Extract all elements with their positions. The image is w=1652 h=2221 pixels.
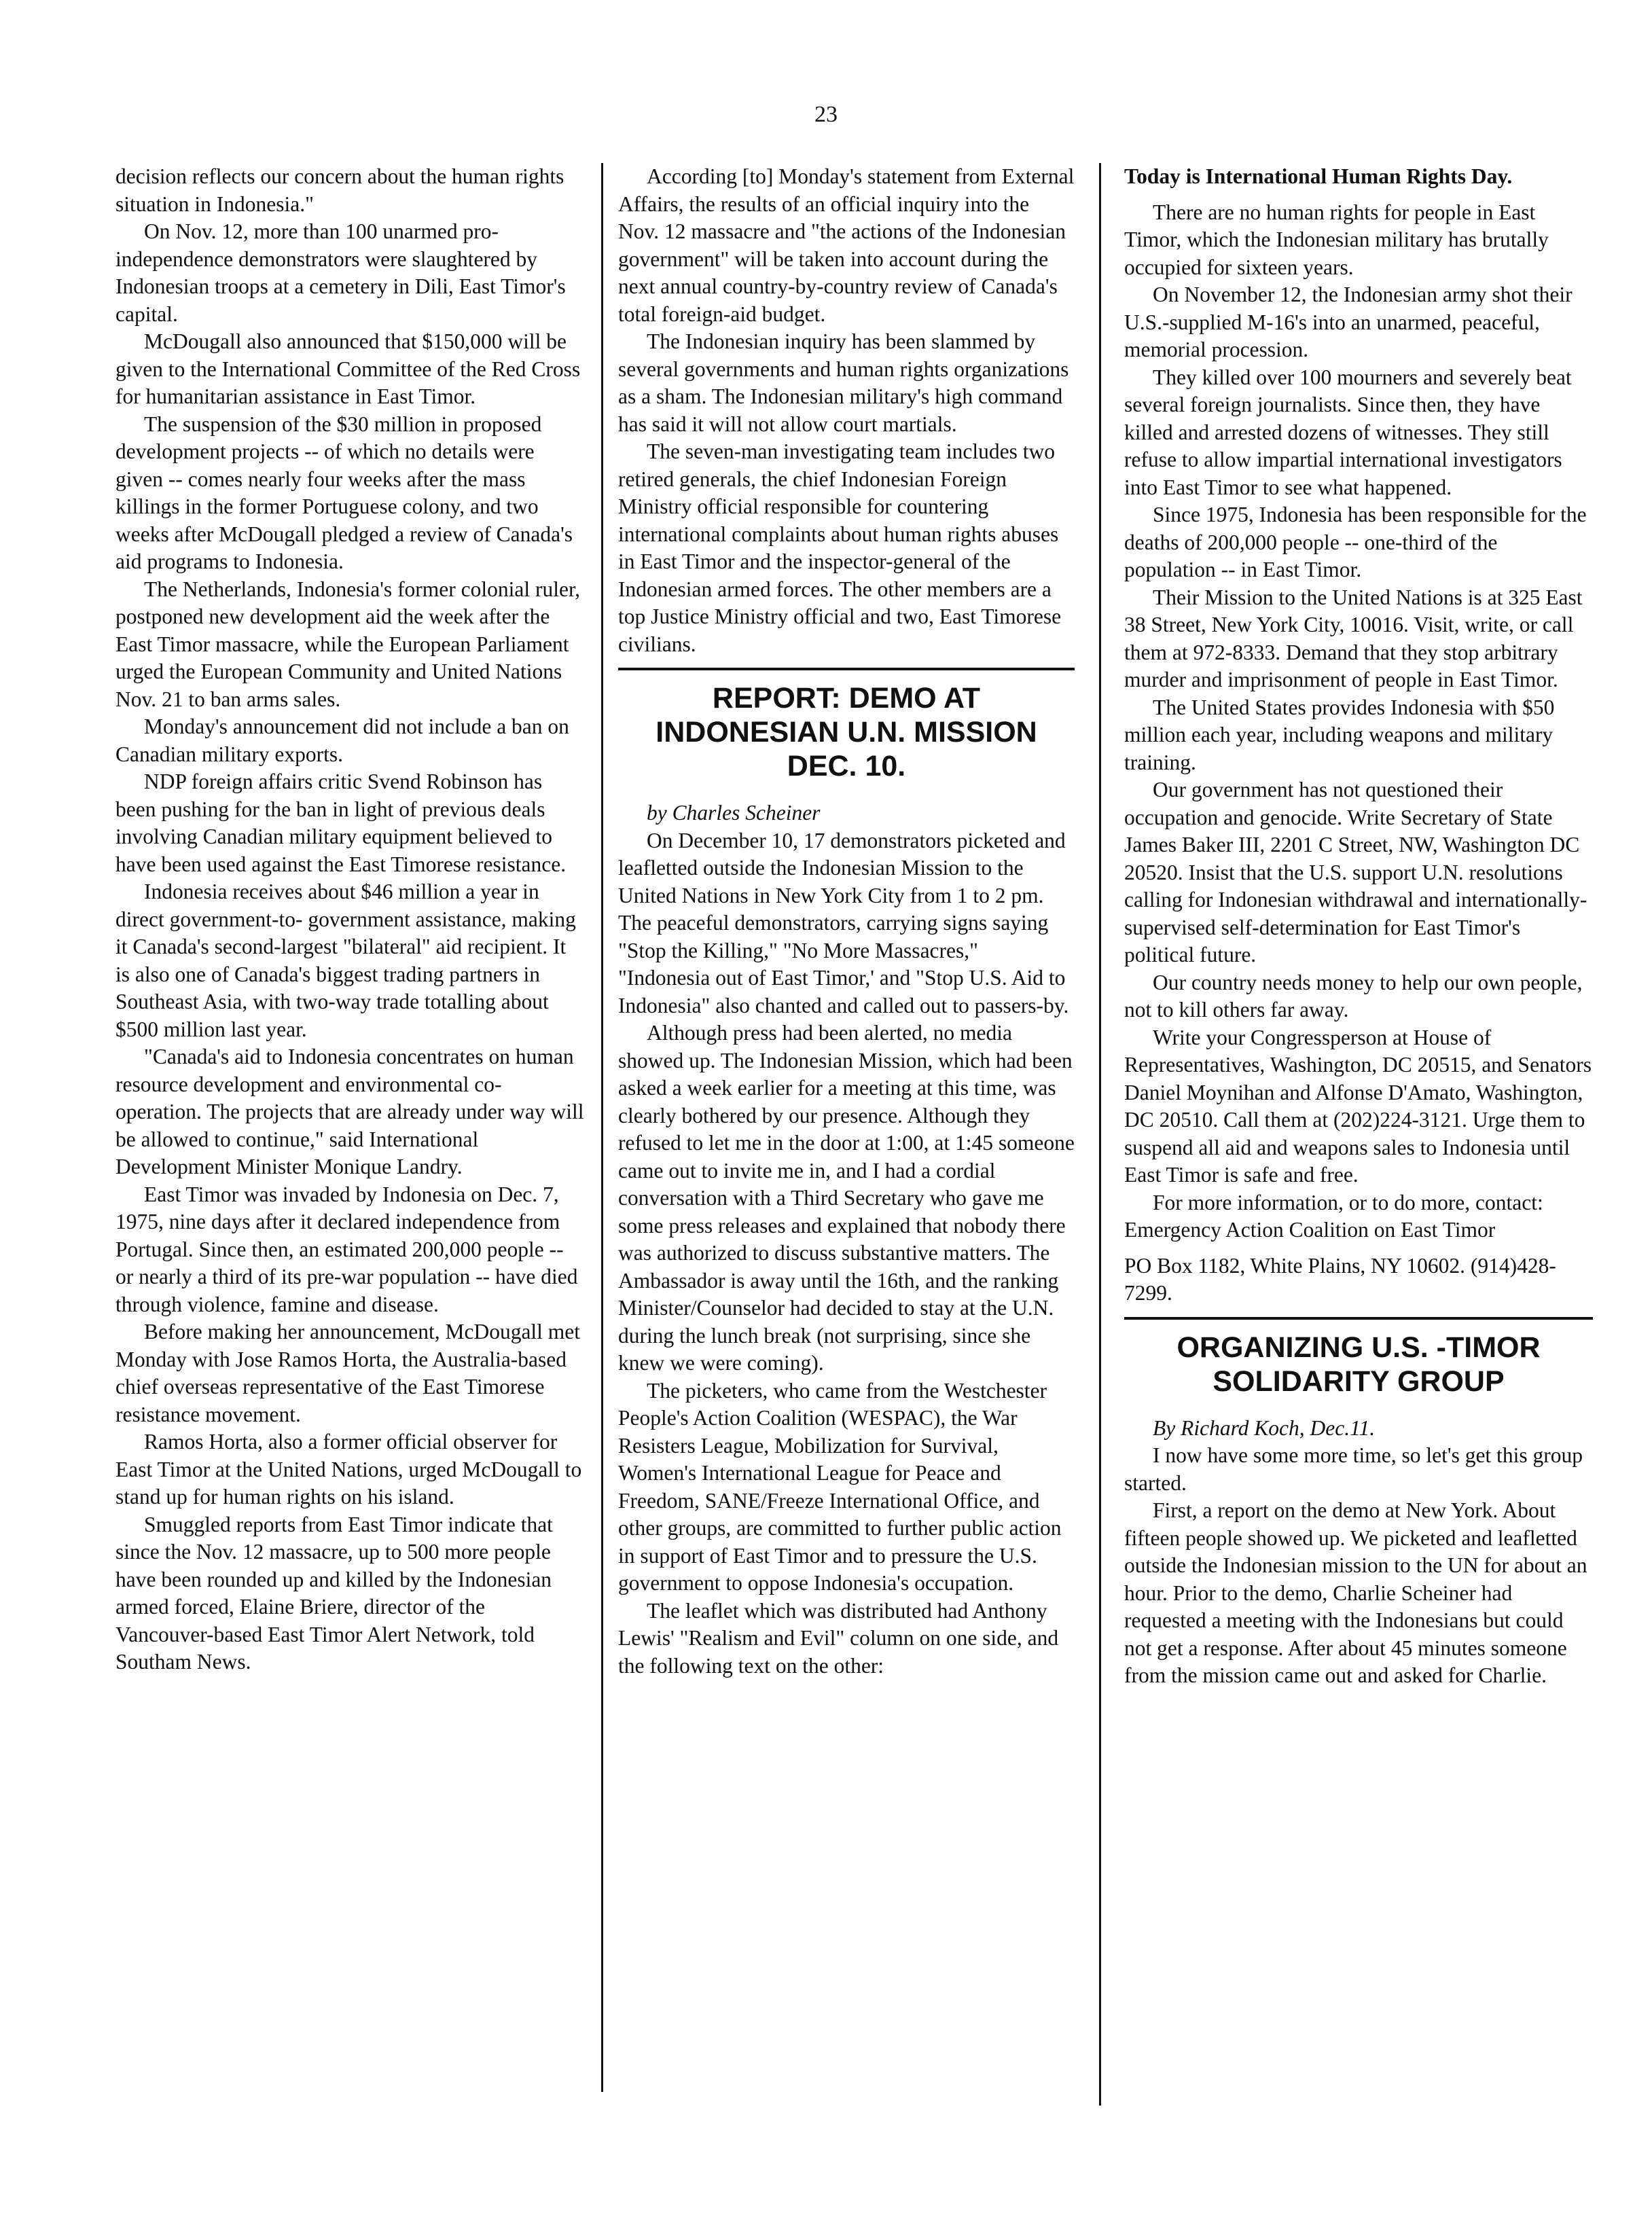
column-rule-right (1099, 163, 1101, 2106)
paragraph: McDougall also announced that $150,000 will be given to the International Committee of the Red Cross for humanitarian assistance in East Timor. (115, 329, 581, 408)
contact-organization: Emergency Action Coalition on East Timor (1124, 1218, 1496, 1242)
section-divider (618, 668, 1075, 670)
paragraph: Ramos Horta, also a former official observer for East Timor at the United Nations, urged McDougall to stand up for human rights on his island. (115, 1430, 582, 1509)
paragraph: The United States provides Indonesia with $50 million each year, including weapons and military training. (1124, 695, 1555, 774)
report-heading: REPORT: DEMO AT INDONESIAN U.N. MISSION DEC. 10. (656, 682, 1037, 782)
paragraph: For more information, or to do more, contact: (1153, 1190, 1543, 1214)
paragraph: NDP foreign affairs critic Svend Robinson has been pushing for the ban in light of previous deals involving Canadian military equipment believed to have been used against the East Timorese resistance. (115, 770, 567, 876)
column-2 (618, 163, 1075, 1680)
paragraph: The leaflet which was distributed had Anthony Lewis' "Realism and Evil" column on one side, and the following text on the other: (618, 1598, 1059, 1678)
column-rule-left (601, 163, 603, 2092)
paragraph: The suspension of the $30 million in proposed development projects -- of which no details were given -- comes nearly four weeks after the mass killings in the former Portuguese colony, and two weeks after McDougall pledged a review of Canada's aid programs to Indonesia. (115, 412, 573, 573)
paragraph: The Netherlands, Indonesia's former colonial ruler, postponed new development aid the week after the East Timor massacre, while the European Parliament urged the European Community and United Nations Nov. 21 to ban arms sales. (115, 577, 581, 711)
paragraph: On Nov. 12, more than 100 unarmed pro-independence demonstrators were slaughtered by Indonesian troops at a cemetery in Dili, East Timor's capital. (115, 219, 566, 326)
paragraph: I now have some more time, so let's get this group started. (1124, 1443, 1583, 1495)
paragraph: On November 12, the Indonesian army shot their U.S.-supplied M-16's into an unarmed, peaceful, memorial procession. (1124, 283, 1573, 361)
paragraph: Although press had been alerted, no media showed up. The Indonesian Mission, which had been asked a week earlier for a meeting at this time, was clearly bothered by our presence. Although they refused to let me in the door at 1:00, at 1:45 someone came out to invite me in, and I had a cordial conversation with a Third Secretary who gave me some press releases and explained that nobody there was authorized to discuss substantive matters. The Ambassador is away until the 16th, and the ranking Minister/Counselor had decided to stay at the U.N. during the lunch break (not surprising, since she knew we were coming). (618, 1021, 1075, 1375)
paragraph: The seven-man investigating team includes two retired generals, the chief Indonesian Foreign Ministry official responsible for countering international complaints about human rights abuses in East Timor and the inspector-general of the Indonesian armed forces. The other members are a top Justice Ministry official and two, East Timorese civilians. (618, 439, 1062, 656)
paragraph: Indonesia receives about $46 million a year in direct government-to- government assistance, making it Canada's second-largest "bilateral" aid recipient. It is also one of Canada's biggest trading partners in Southeast Asia, with two-way trade totalling about $500 million last year. (115, 880, 576, 1041)
paragraph: On December 10, 17 demonstrators picketed and leafletted outside the Indonesian Mission to the United Nations in New York City from 1 to 2 pm. The peaceful demonstrators, carrying signs saying "Stop the Killing," "No More Massacres," "Indonesia out of East Timor,' and "Stop U.S. Aid to Indonesia" also chanted and called out to passers-by. (618, 828, 1069, 1017)
paragraph: The Indonesian inquiry has been slammed by several governments and human rights organizations as a sham. The Indonesian military's high command has said it will not allow court martials. (618, 329, 1069, 436)
paragraph: Smuggled reports from East Timor indicate that since the Nov. 12 massacre, up to 500 more people have been rounded up and killed by the Indonesian armed forced, Elaine Briere, director of the Vancouver-based East Timor Alert Network, told Southam News. (115, 1512, 553, 1674)
paragraph: The picketers, who came from the Westchester People's Action Coalition (WESPAC), the War Resisters League, Mobilization for Survival, Women's International League for Peace and Freedom, SANE/Freeze International Office, and other groups, are committed to further public action in support of East Timor and to pressure the U.S. government to oppose Indonesia's occupation. (618, 1378, 1062, 1595)
section-divider (1124, 1317, 1593, 1320)
paragraph: There are no human rights for people in East Timor, which the Indonesian military has brutally occupied for sixteen years. (1124, 200, 1549, 279)
paragraph: Monday's announcement did not include a ban on Canadian military exports. (115, 715, 569, 766)
paragraph: Our government has not questioned their occupation and genocide. Write Secretary of State James Baker III, 2201 C Street, NW, Washington DC 20520. Insist that the U.S. support U.N. resolutions calling for Indonesian withdrawal and internationally-supervised self-determination for East Timor's political future. (1124, 778, 1587, 967)
paragraph: Our country needs money to help our own people, not to kill others far away. (1124, 970, 1583, 1022)
report-byline: by Charles Scheiner (647, 801, 821, 825)
paragraph: Their Mission to the United Nations is at 325 East 38 Street, New York City, 10016. Visit, write, or call them at 972-8333. Demand that they stop arbitrary murder and imprisonment of people in East Timor. (1124, 585, 1583, 691)
contact-address: PO Box 1182, White Plains, NY 10602. (914)428-7299. (1124, 1253, 1556, 1305)
paragraph: "Canada's aid to Indonesia concentrates on human resource development and environmental co-operation. The projects that are already under way will be allowed to continue," said International Development Minister Monique Landry. (115, 1045, 584, 1178)
column-3 (1124, 163, 1593, 1690)
paragraph: According [to] Monday's statement from External Affairs, the results of an official inquiry into the Nov. 12 massacre and "the actions of the Indonesian government" will be taken into account during the next annual country-by-country review of Canada's total foreign-aid budget. (618, 164, 1075, 326)
paragraph: Write your Congressperson at House of Representatives, Washington, DC 20515, and Senators Daniel Moynihan and Alfonse D'Amato, Washington, DC 20510. Call them at (202)224-3121. Urge them to suspend all aid and weapons sales to Indonesia until East Timor is safe and free. (1124, 1025, 1592, 1187)
paragraph: First, a report on the demo at New York. About fifteen people showed up. We picketed and leafletted outside the Indonesian mission to the UN for about an hour. Prior to the demo, Charlie Scheiner had requested a meeting with the Indonesians but could not get a response. After about 45 minutes someone from the mission came out and asked for Charlie. (1124, 1498, 1587, 1687)
page-number: 23 (814, 102, 838, 127)
paragraph: decision reflects our concern about the human rights situation in Indonesia." (115, 164, 564, 216)
paragraph: They killed over 100 mourners and severely beat several foreign journalists. Since then, they have killed and arrested dozens of witnesses. They still refuse to allow impartial international investigators into East Timor to see what happened. (1124, 365, 1572, 499)
organizing-byline: By Richard Koch, Dec.11. (1153, 1415, 1376, 1440)
leaflet-lead: Today is International Human Rights Day. (1124, 164, 1513, 188)
paragraph: Before making her announcement, McDougall met Monday with Jose Ramos Horta, the Australia-based chief overseas representative of the East Timorese resistance movement. (115, 1320, 581, 1426)
paragraph: East Timor was invaded by Indonesia on Dec. 7, 1975, nine days after it declared independence from Portugal. Since then, an estimated 200,000 people -- or nearly a third of its pre-war population -- have died through violence, famine and disease. (115, 1182, 578, 1316)
organizing-heading: ORGANIZING U.S. -TIMOR SOLIDARITY GROUP (1177, 1331, 1541, 1398)
column-1 (115, 163, 584, 1676)
paragraph: Since 1975, Indonesia has been responsible for the deaths of 200,000 people -- one-third of the population -- in East Timor. (1124, 503, 1587, 581)
